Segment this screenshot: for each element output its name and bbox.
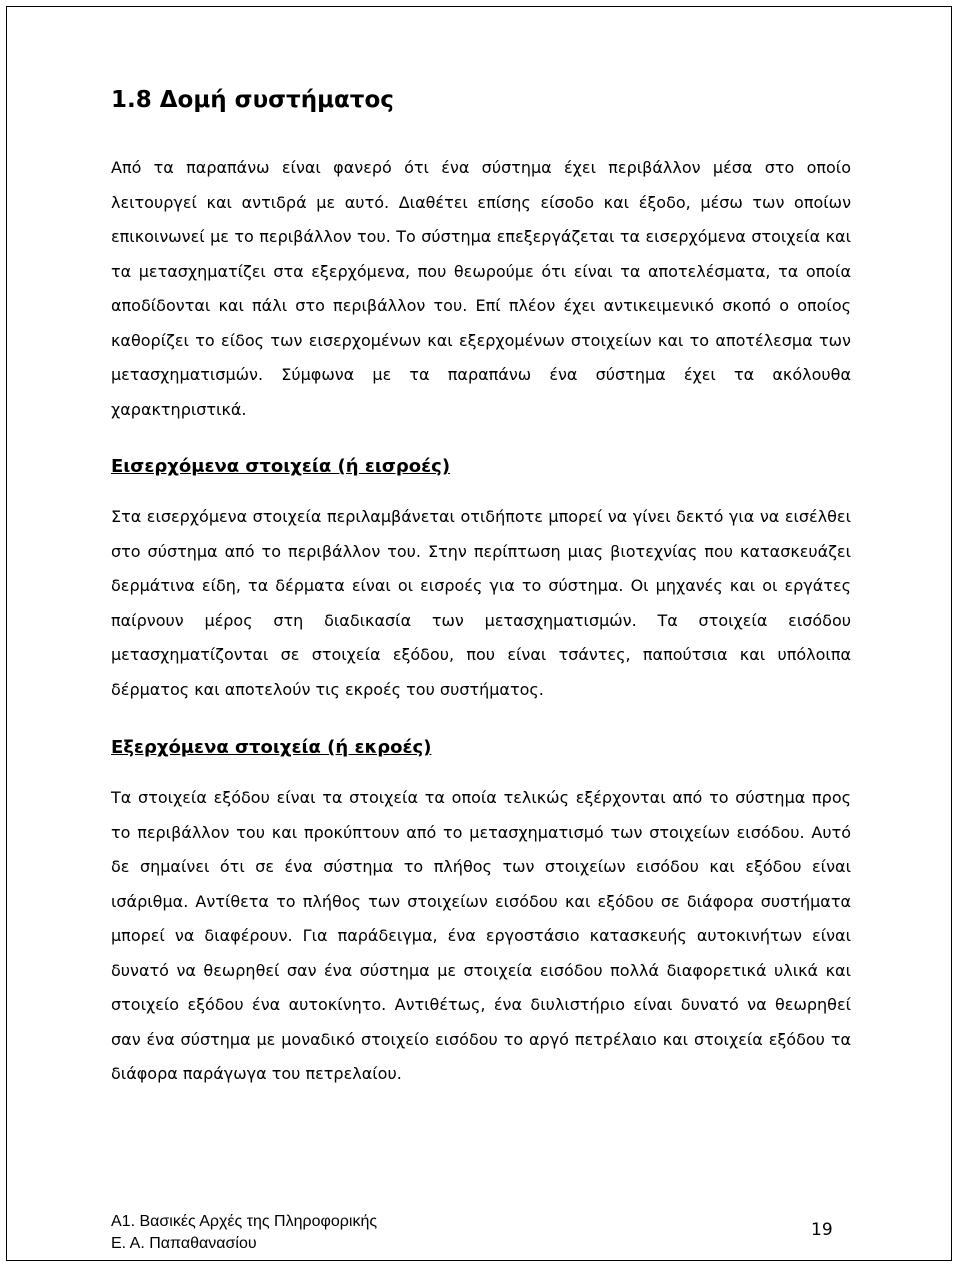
outputs-paragraph: Τα στοιχεία εξόδου είναι τα στοιχεία τα οποία τελικώς εξέρχονται από το σύστημα προς το περιβάλλον του και προκύπτουν από το μετασχηματισμό των στοιχείων εισόδου. Αυτό δε σημαίνει ότι σε ένα σύστημα το πλήθος των στοιχείων εισόδου και εξόδου είναι ισάριθμα. Αντίθετα το πλήθος των στοιχείων εισόδου και εξόδου σε διάφορα συστήματα μπορεί να διαφέρουν. Για παράδειγμα, ένα εργοστάσιο κατασκευής αυτοκινήτων είναι δυνατό να θεωρηθεί σαν ένα σύστημα με στοιχεία εισόδου πολλά διαφορετικά υλικά και στοιχείο εξόδου ένα αυτοκίνητο. Αντιθέτως, ένα διυλιστήριο είναι δυνατό να θεωρηθεί σαν ένα σύστημα με μοναδικό στοιχείο εισόδου το αργό πετρέλαιο και στοιχεία εξόδου τα διάφορα παράγωγα του πετρελαίου. <box>111 788 851 1083</box>
document-page <box>6 6 952 1261</box>
outputs-heading: Εξερχόμενα στοιχεία (ή εκροές) <box>111 737 432 758</box>
page-number: 19 <box>811 1220 833 1240</box>
page-footer <box>111 1211 377 1255</box>
inputs-paragraph: Στα εισερχόμενα στοιχεία περιλαμβάνεται οτιδήποτε μπορεί να γίνει δεκτό για να εισέλθει στο σύστημα από το περιβάλλον του. Στην περίπτωση μιας βιοτεχνίας που κατασκευάζει δερμάτινα είδη, τα δέρματα είναι οι εισροές για το σύστημα. Οι μηχανές και οι εργάτες παίρνουν μέρος στη διαδικασία των μετασχηματισμών. Τα στοιχεία εισόδου μετασχηματίζονται σε στοιχεία εξόδου, που είναι τσάντες, παπούτσια και υπόλοιπα δέρματος και αποτελούν τις εκροές του συστήματος. <box>111 507 851 699</box>
footer-course-title: Α1. Βασικές Αρχές της Πληροφορικής <box>111 1213 378 1230</box>
inputs-heading: Εισερχόμενα στοιχεία (ή εισροές) <box>111 456 451 477</box>
section-title: 1.8 Δομή συστήματος <box>111 87 394 113</box>
footer-author: Ε. Α. Παπαθανασίου <box>111 1235 257 1252</box>
intro-paragraph: Από τα παραπάνω είναι φανερό ότι ένα σύστημα έχει περιβάλλον μέσα στο οποίο λειτουργεί και αντιδρά με αυτό. Διαθέτει επίσης είσοδο και έξοδο, μέσω των οποίων επικοινωνεί με το περιβάλλον του. Το σύστημα επεξεργάζεται τα εισερχόμενα στοιχεία και τα μετασχηματίζει στα εξερχόμενα, που θεωρούμε ότι είναι τα αποτελέσματα, τα οποία αποδίδονται και πάλι στο περιβάλλον του. Επί πλέον έχει αντικειμενικό σκοπό ο οποίος καθορίζει το είδος των εισερχομένων και εξερχομένων στοιχείων και το αποτέλεσμα των μετασχηματισμών. Σύμφωνα με τα παραπάνω ένα σύστημα έχει τα ακόλουθα χαρακτηριστικά. <box>111 158 851 419</box>
